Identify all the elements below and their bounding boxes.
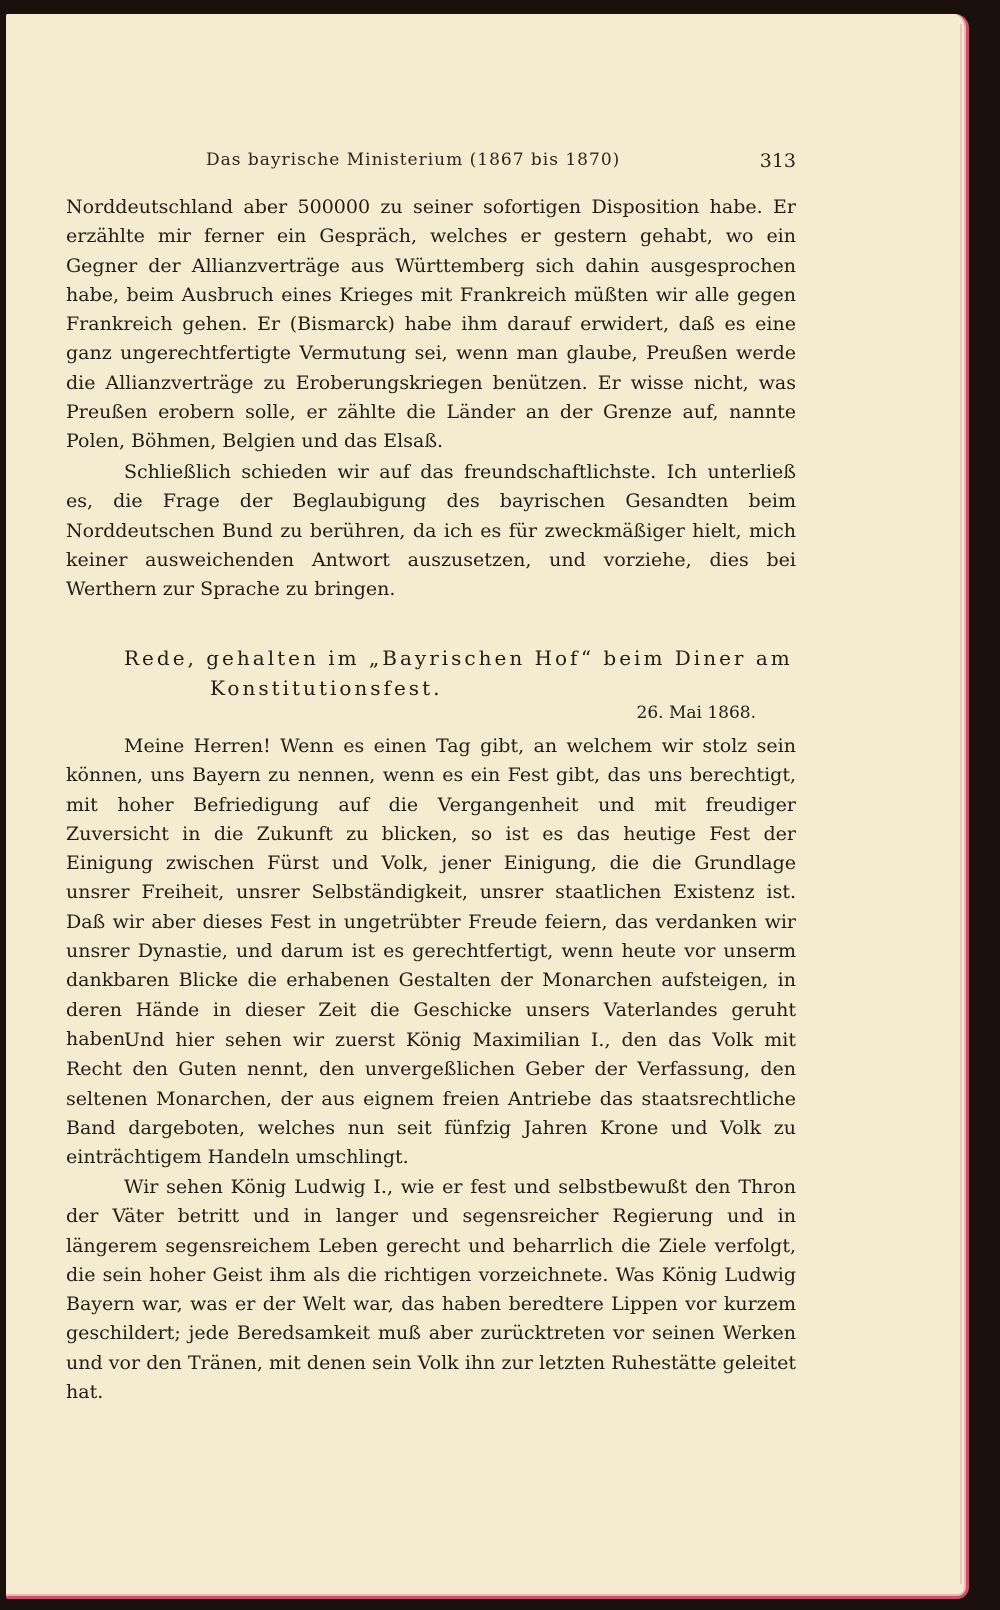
paragraph-schliesslich: Schließlich schieden wir auf das freundschaftlichste. Ich unterließ es, die Frage der Beglaubigung des bayrischen Gesandten beim Norddeutschen Bund zu berühren, da ich es für zweckmäßiger hielt, mich keiner ausweichenden Antwort auszusetzen, und vorziehe, dies bei Werthern zur Sprache zu bringen. — [66, 461, 796, 601]
speech-paragraph-ludwig: Wir sehen König Ludwig I., wie er fest und selbstbewußt den Thron der Väter betritt und in langer und segensreicher Regierung und in längerem segensreichem Leben gerecht und beharrlich die Ziele verfolgt, die sein hoher Geist ihm als die richtigen vorzeichnete. Was König Ludwig Bayern war, was er der Welt war, das haben beredtere Lippen vor kurzem geschildert; jede Beredsamkeit muß aber zurücktreten vor seinen Werken und vor den Tränen, mit denen sein Volk ihn zur letzten Ruhestätte geleitet hat. — [66, 1176, 796, 1404]
page-header — [206, 150, 796, 180]
page-number: 313 — [759, 150, 796, 172]
speech-heading-line2: Konstitutionsfest. — [210, 676, 443, 700]
book-page — [6, 14, 969, 1599]
speech-heading-line1: Rede, gehalten im „Bayrischen Hof“ beim Diner am — [124, 646, 793, 670]
speech-paragraph-maximilian: Und hier sehen wir zuerst König Maximilian I., den das Volk mit Recht den Guten nennt, den unvergeßlichen Geber der Verfassung, den seltenen Monarchen, der aus eignem freien Antriebe das staatsrechtliche Band dargeboten, welches nun seit fünfzig Jahren Krone und Volk zu einträchtigem Handeln umschlingt. — [66, 1029, 796, 1169]
speech-paragraph-meine-herren: Meine Herren! Wenn es einen Tag gibt, an welchem wir stolz sein können, uns Bayern zu nennen, wenn es ein Fest gibt, das uns berechtigt, mit hoher Befriedigung auf die Vergangenheit und mit freudiger Zuversicht in die Zukunft zu blicken, so ist es das heutige Fest der Einigung zwischen Fürst und Volk, jener Einigung, die die Grundlage unsrer Freiheit, unsrer Selbständigkeit, unsrer staatlichen Existenz ist. Daß wir aber dieses Fest in ungetrübter Freude feiern, das verdanken wir unsrer Dynastie, und darum ist es gerechtfertigt, wenn heute vor unserm dankbaren Blicke die erhabenen Gestalten der Monarchen aufsteigen, in deren Hände in dieser Zeit die Geschicke unsers Vaterlandes geruht haben. — [66, 735, 796, 1050]
speech-heading — [124, 643, 796, 703]
speech-date: 26. Mai 1868. — [636, 703, 756, 723]
running-title: Das bayrische Ministerium (1867 bis 1870) — [206, 150, 621, 170]
paragraph-norddeutschland: Norddeutschland aber 500000 zu seiner sofortigen Disposition habe. Er erzählte mir ferner ein Gespräch, welches er gestern gehabt, wo ein Gegner der Allianzverträge aus Württemberg sich dahin ausgesprochen habe, beim Ausbruch eines Krieges mit Frankreich müßten wir alle gegen Frankreich gehen. Er (Bismarck) habe ihm darauf erwidert, daß es eine ganz ungerechtfertigte Vermutung sei, wenn man glaube, Preußen werde die Allianzverträge zu Eroberungskriegen benützen. Er wisse nicht, was Preußen erobern solle, er zählte die Länder an der Grenze auf, nannte Polen, Böhmen, Belgien und das Elsaß. — [66, 196, 796, 453]
